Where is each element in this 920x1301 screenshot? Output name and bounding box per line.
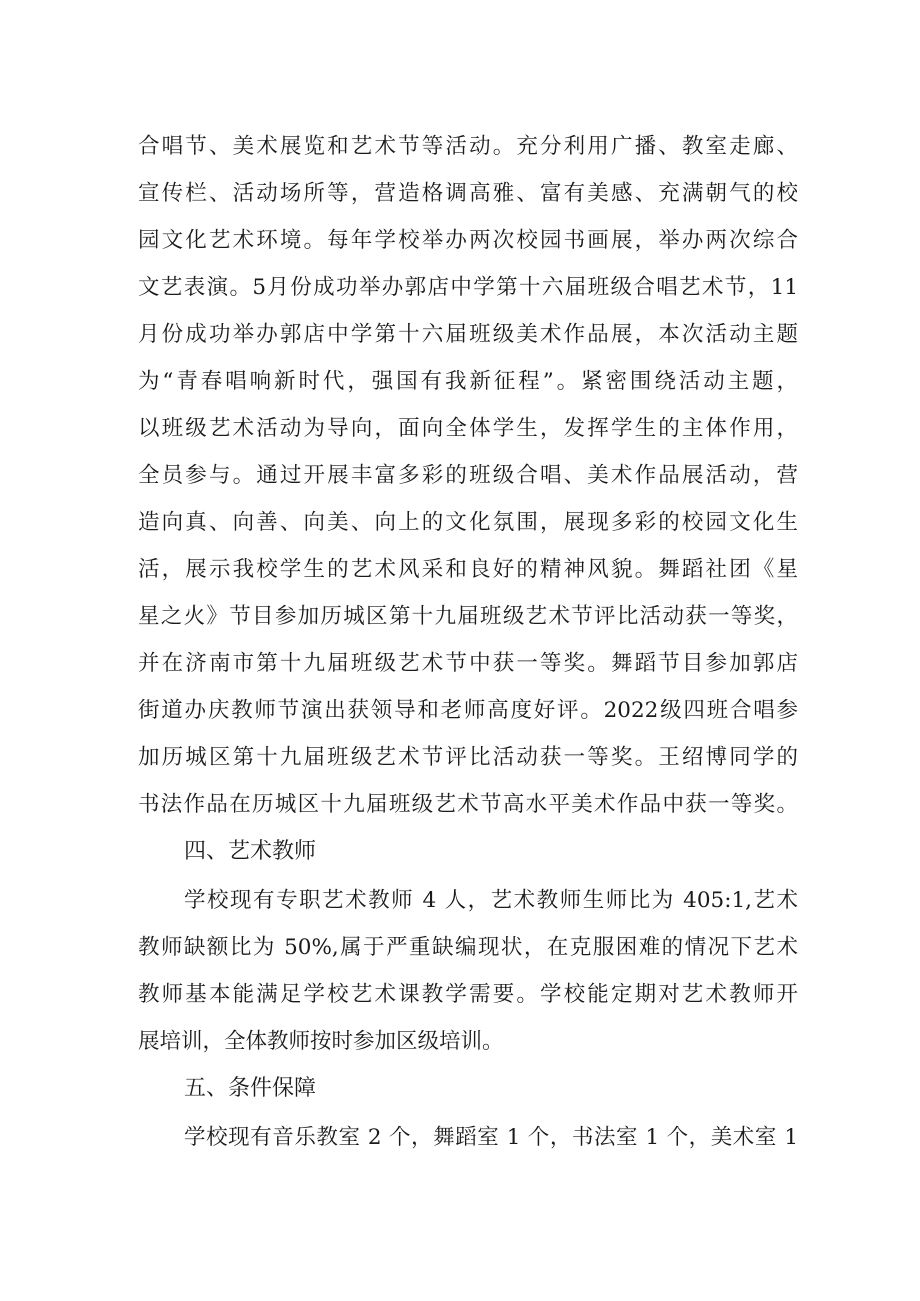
paragraph-line: 并在济南市第十九届班级艺术节中获一等奖。舞蹈节目参加郭店 <box>138 651 798 676</box>
paragraph-line: 书法作品在历城区十九届班级艺术节高水平美术作品中获一等奖。 <box>138 792 798 817</box>
paragraph-line: 文艺表演。5月份成功举办郭店中学第十六届班级合唱艺术节，11 <box>138 275 798 300</box>
paragraph-line: 全员参与。通过开展丰富多彩的班级合唱、美术作品展活动，营 <box>138 463 798 488</box>
paragraph-line: 学校现有音乐教室 2 个，舞蹈室 1 个，书法室 1 个，美术室 1 <box>184 1125 798 1150</box>
paragraph-line: 宣传栏、活动场所等，营造格调高雅、富有美感、充满朝气的校 <box>138 181 798 206</box>
paragraph-line: 教师基本能满足学校艺术课教学需要。学校能定期对艺术教师开 <box>138 982 798 1007</box>
paragraph-line: 加历城区第十九届班级艺术节评比活动获一等奖。王绍博同学的 <box>138 745 798 770</box>
paragraph-line: 展培训，全体教师按时参加区级培训。 <box>138 1029 504 1054</box>
paragraph-line: 园文化艺术环境。每年学校举办两次校园书画展，举办两次综合 <box>138 228 798 253</box>
paragraph-line: 教师缺额比为 50%,属于严重缺编现状，在克服困难的情况下艺术 <box>138 935 798 960</box>
section-heading-art-teachers: 四、艺术教师 <box>184 839 317 864</box>
paragraph-line: 月份成功举办郭店中学第十六届班级美术作品展，本次活动主题 <box>138 322 798 347</box>
paragraph-line: 星之火》节目参加历城区第十九届班级艺术节评比活动获一等奖， <box>138 604 798 629</box>
section-heading-conditions: 五、条件保障 <box>184 1076 317 1101</box>
paragraph-line: 造向真、向善、向美、向上的文化氛围，展现多彩的校园文化生 <box>138 510 798 535</box>
paragraph-line: 合唱节、美术展览和艺术节等活动。充分利用广播、教室走廊、 <box>138 134 798 159</box>
paragraph-line: 学校现有专职艺术教师 4 人，艺术教师生师比为 405:1,艺术 <box>184 888 798 913</box>
paragraph-line: 街道办庆教师节演出获领导和老师高度好评。2022级四班合唱参 <box>138 698 798 723</box>
paragraph-line: 以班级艺术活动为导向，面向全体学生，发挥学生的主体作用， <box>138 416 798 441</box>
paragraph-line: 为“青春唱响新时代，强国有我新征程”。紧密围绕活动主题， <box>138 369 798 394</box>
paragraph-line: 活，展示我校学生的艺术风采和良好的精神风貌。舞蹈社团《星 <box>138 557 798 582</box>
